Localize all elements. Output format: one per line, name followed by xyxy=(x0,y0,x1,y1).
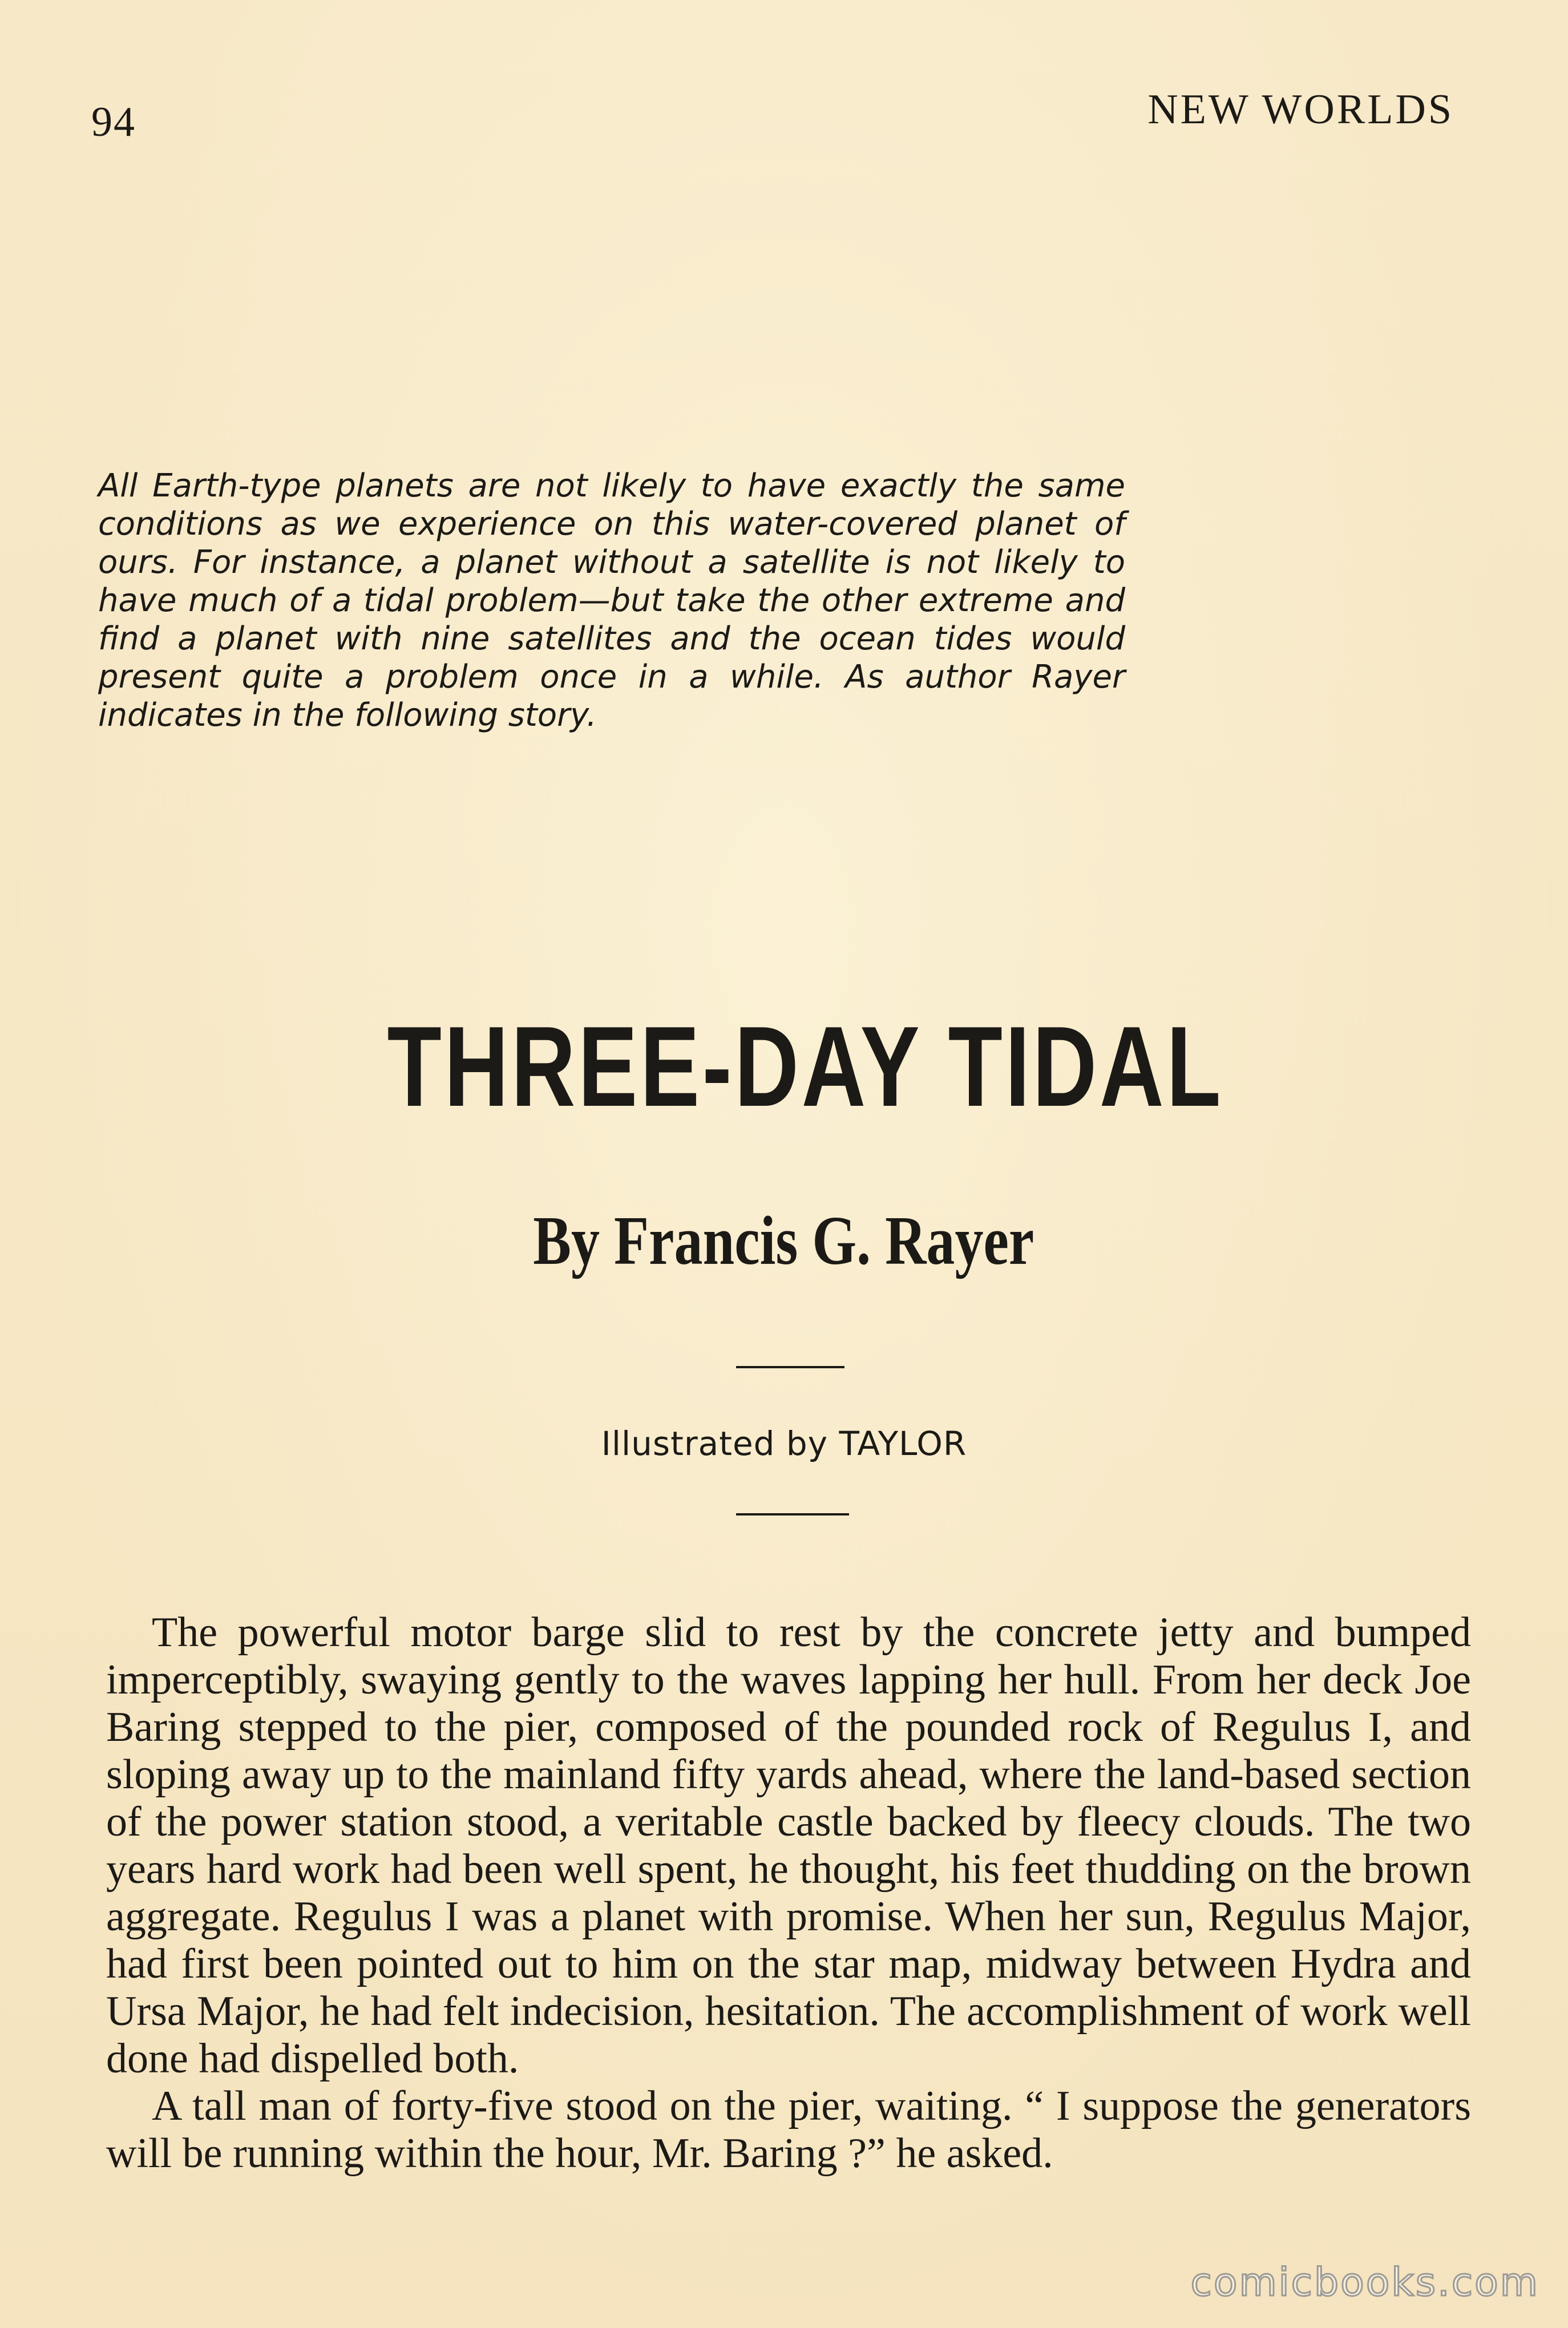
body-paragraph: A tall man of forty-five stood on the pier, waiting. “ I suppose the generators will be running within the hour, Mr. Baring ?” he asked. xyxy=(106,2083,1471,2177)
watermark: comicbooks.com xyxy=(1190,2260,1539,2305)
running-head xyxy=(91,86,1454,146)
story-title: THREE-DAY TIDAL xyxy=(387,1003,1224,1130)
magazine-name: NEW WORLDS xyxy=(1147,86,1454,133)
author-byline: By Francis G. Rayer xyxy=(533,1202,1034,1279)
page-number: 94 xyxy=(91,99,136,146)
body-paragraph: The powerful motor barge slid to rest by the concrete jetty and bumped imperceptibly, swaying gently to the waves lapping her hull. From her deck Joe Baring stepped to the pier, composed of the pounded rock of Regulus I, and sloping away up to the mainland fifty yards ahead, where the land-based section of the power station stood, a veritable castle backed by fleecy clouds. The two years hard work had been well spent, he thought, his feet thudding on the brown aggregate. Regulus I was a planet with promise. When her sun, Regulus Major, had first been pointed out to him on the star map, midway between Hydra and Ursa Major, he had felt indecision, hesitation. The accomplishment of work well done had dispelled both. xyxy=(106,1609,1471,2082)
story-body xyxy=(106,1609,1471,2177)
divider-rule-top xyxy=(736,1366,844,1368)
illustrator-credit: Illustrated by TAYLOR xyxy=(601,1424,967,1463)
story-intro-blurb: All Earth-type planets are not likely to have exactly the same conditions as we experience on this water-covered planet of ours. For instance, a planet without a satellite is not likely to have much of a tidal problem—but take the other extreme and find a planet with nine satellites and the ocean tides would present quite a problem once in a while. As author Rayer indicates in the following story. xyxy=(98,467,1125,734)
divider-rule-bottom xyxy=(736,1513,849,1515)
